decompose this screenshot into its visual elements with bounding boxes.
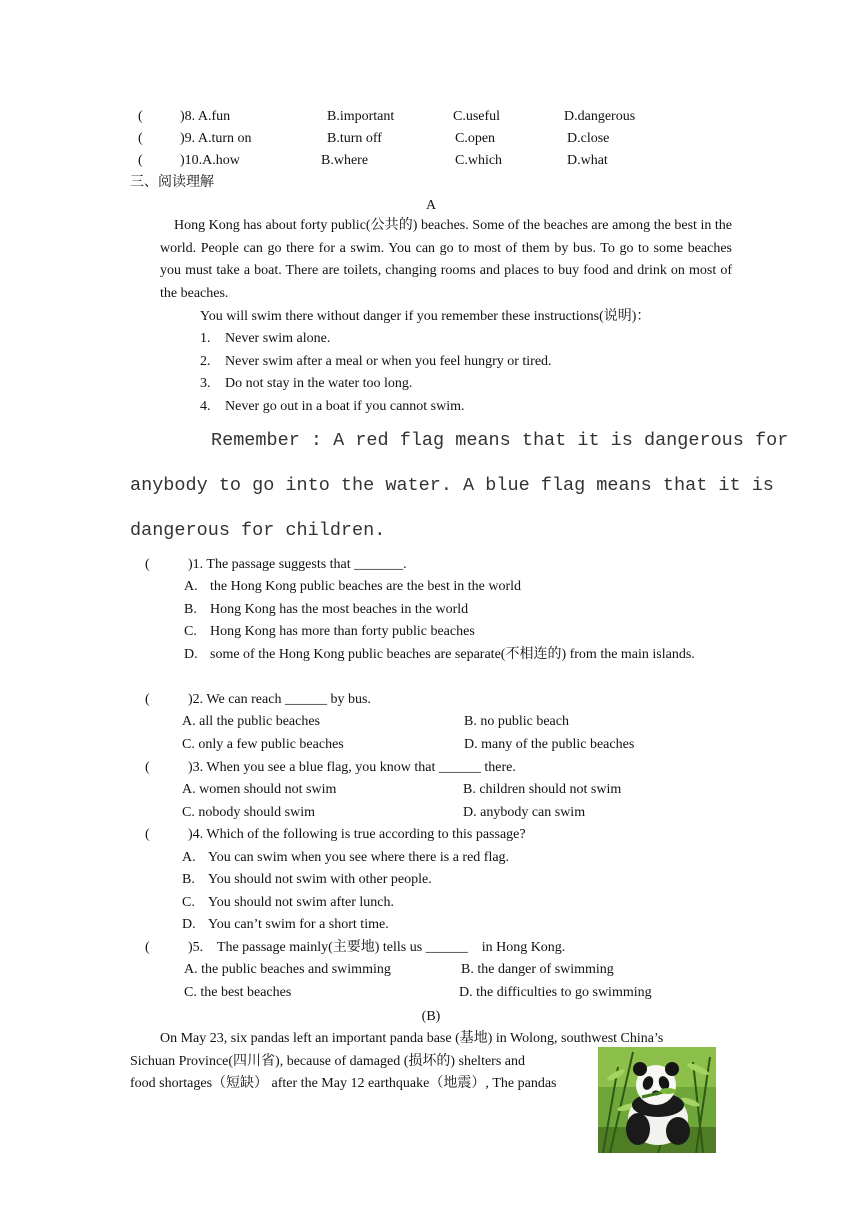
cloze-option-b: B.where	[321, 153, 369, 168]
question-stem: )1. The passage suggests that _______.	[188, 557, 407, 572]
option-label: D.	[182, 917, 196, 932]
question-stem: )3. When you see a blue flag, you know that ______ there.	[188, 760, 516, 775]
option-text: You should not swim with other people.	[208, 872, 432, 887]
cloze-option-a: )8. A.fun	[180, 109, 231, 124]
option-a: A. all the public beaches	[182, 714, 321, 729]
option-a: A. women should not swim	[182, 782, 337, 797]
answer-paren[interactable]: (	[145, 940, 150, 955]
option-b: B. children should not swim	[463, 782, 622, 797]
cloze-option-c: C.open	[455, 131, 496, 146]
instruction-item: Do not stay in the water too long.	[225, 376, 413, 391]
question-stem: )5. The passage mainly(主要地) tells us ______ in Hong Kong.	[188, 940, 566, 955]
option-b: B. the danger of swimming	[461, 962, 614, 977]
option-text: Hong Kong has more than forty public beaches	[210, 624, 475, 639]
cloze-option-d: D.close	[567, 131, 610, 146]
option-b: B. no public beach	[464, 714, 569, 729]
answer-paren[interactable]: (	[145, 760, 150, 775]
passage-a-instruction-lead: You will swim there without danger if you remember these instructions(说明)：	[200, 309, 651, 324]
cloze-option-b: B.turn off	[327, 131, 382, 146]
answer-paren[interactable]: (	[138, 131, 143, 146]
cloze-option-a: )10.A.how	[180, 153, 240, 168]
option-d: D. anybody can swim	[463, 805, 586, 820]
cloze-option-d: D.dangerous	[564, 109, 636, 124]
remember-line: Remember : A red flag means that it is dangerous for	[211, 430, 789, 451]
option-c: C. only a few public beaches	[182, 737, 344, 752]
instruction-item: Never swim after a meal or when you feel hungry or tired.	[225, 354, 552, 369]
question-stem: )2. We can reach ______ by bus.	[188, 692, 371, 707]
cloze-option-b: B.important	[327, 109, 395, 124]
option-d: D. many of the public beaches	[464, 737, 635, 752]
option-text: some of the Hong Kong public beaches are separate(不相连的) from the main islands.	[210, 647, 695, 662]
option-text: Hong Kong has the most beaches in the world	[210, 602, 469, 617]
section-title: 三、阅读理解	[130, 175, 214, 190]
cloze-option-c: C.which	[455, 153, 503, 168]
instruction-number: 4.	[200, 399, 211, 414]
answer-paren[interactable]: (	[145, 827, 150, 842]
cloze-option-a: )9. A.turn on	[180, 131, 252, 146]
answer-paren[interactable]: (	[145, 557, 150, 572]
question-stem: )4. Which of the following is true according to this passage?	[188, 827, 526, 842]
option-label: B.	[182, 872, 195, 887]
passage-b-line: On May 23, six pandas left an important panda base (基地) in Wolong, southwest China’s	[160, 1031, 664, 1046]
remember-line: anybody to go into the water. A blue flag means that it is	[130, 475, 774, 496]
option-d: D. the difficulties to go swimming	[459, 985, 652, 1000]
option-a: A. the public beaches and swimming	[184, 962, 391, 977]
option-c: C. the best beaches	[184, 985, 292, 1000]
passage-a-intro: Hong Kong has about forty public(公共的) beaches. Some of the beaches are among the best in the world. People can go there for a swim. You can go to most of them by bus. To go to some beaches you must take a boat. There are toilets, changing rooms and places to buy food and drink on most of the beaches.	[160, 218, 732, 301]
option-label: C.	[182, 895, 195, 910]
option-text: the Hong Kong public beaches are the best in the world	[210, 579, 522, 594]
option-label: D.	[184, 647, 198, 662]
passage-b-heading: (B)	[421, 1009, 441, 1024]
passage-a-heading: A	[425, 198, 437, 213]
panda-image	[598, 1047, 716, 1153]
option-label: B.	[184, 602, 197, 617]
cloze-option-c: C.useful	[453, 109, 501, 124]
option-text: You can’t swim for a short time.	[208, 917, 389, 932]
instruction-number: 1.	[200, 331, 211, 346]
option-text: You can swim when you see where there is a red flag.	[208, 850, 510, 865]
answer-paren[interactable]: (	[138, 109, 143, 124]
instruction-item: Never swim alone.	[225, 331, 331, 346]
option-label: C.	[184, 624, 197, 639]
instruction-number: 3.	[200, 376, 211, 391]
option-text: You should not swim after lunch.	[208, 895, 395, 910]
option-c: C. nobody should swim	[182, 805, 316, 820]
cloze-option-d: D.what	[567, 153, 608, 168]
option-label: A.	[184, 579, 198, 594]
instruction-number: 2.	[200, 354, 211, 369]
answer-paren[interactable]: (	[145, 692, 150, 707]
remember-line: dangerous for children.	[130, 520, 386, 541]
instruction-item: Never go out in a boat if you cannot swim.	[225, 399, 465, 414]
option-label: A.	[182, 850, 196, 865]
passage-b-line: food shortages（短缺） after the May 12 earthquake（地震）, The pandas	[130, 1076, 557, 1091]
answer-paren[interactable]: (	[138, 153, 143, 168]
passage-b-line: Sichuan Province(四川省), because of damaged (损坏的) shelters and	[130, 1054, 525, 1069]
